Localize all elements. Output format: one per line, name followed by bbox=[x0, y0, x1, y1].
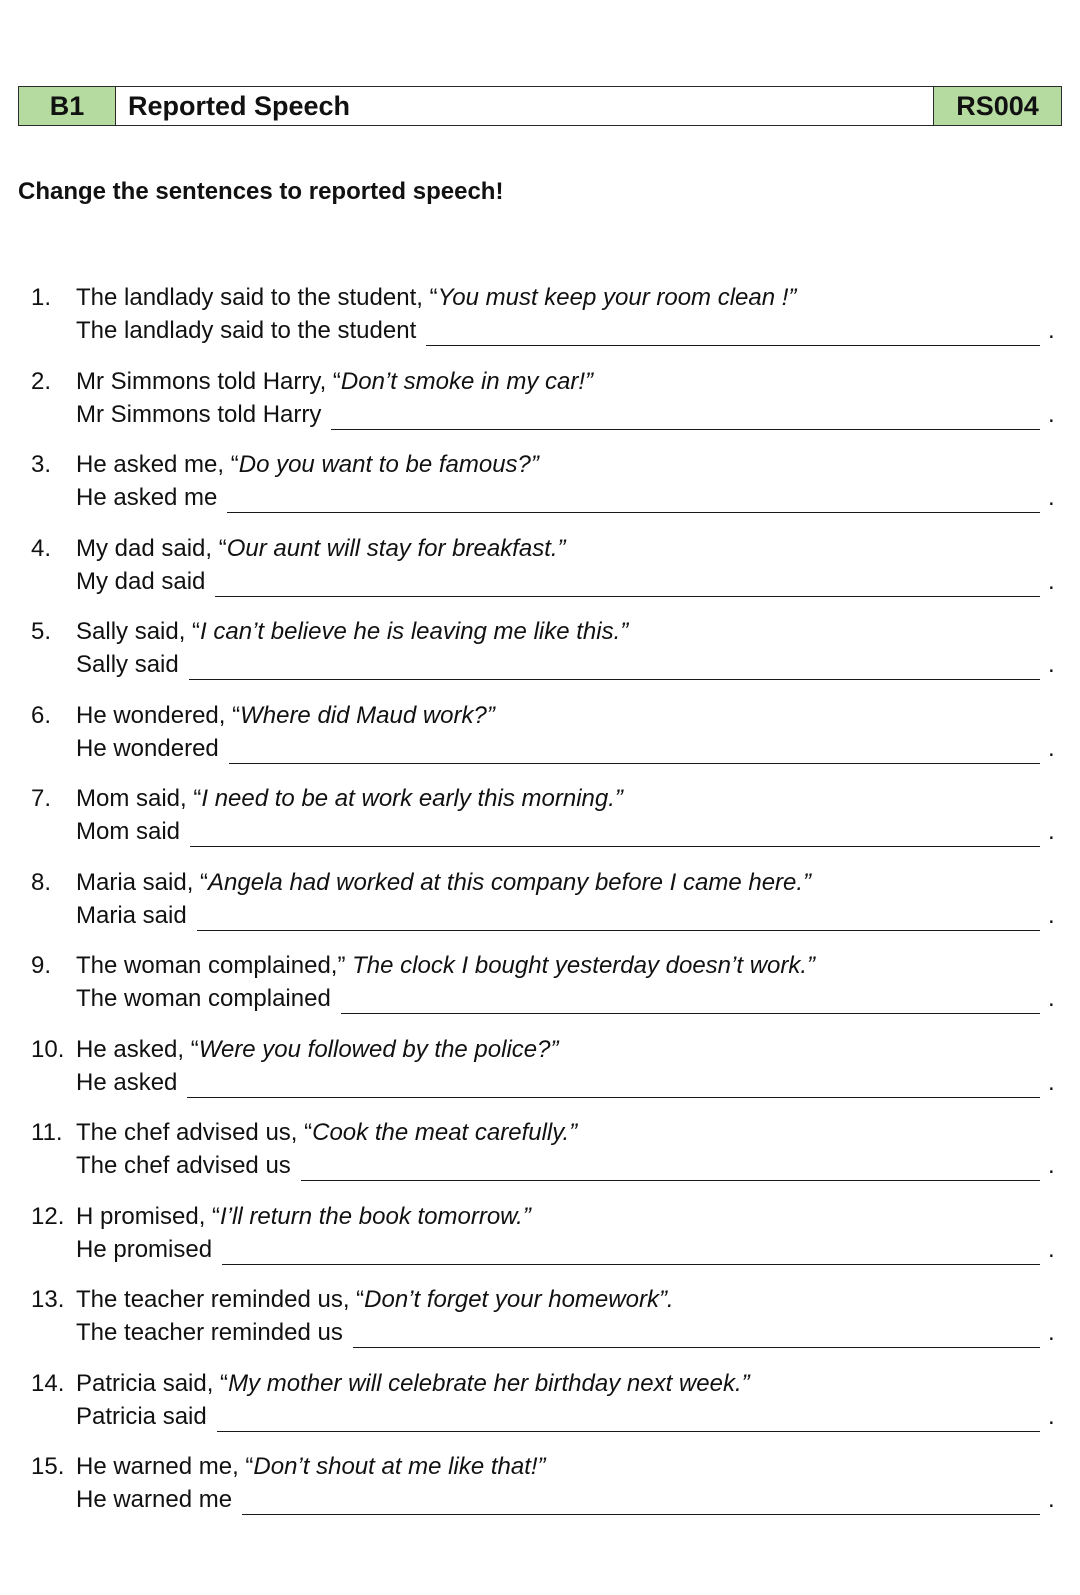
quoted-speech: Where did Maud work?” bbox=[240, 701, 495, 729]
direct-speech-sentence bbox=[76, 701, 495, 731]
quoted-speech: Our aunt will stay for breakfast.” bbox=[226, 534, 566, 562]
reported-stem: He promised bbox=[76, 1235, 213, 1263]
item-number: 3. bbox=[31, 451, 52, 478]
sentence-intro: The chef advised us, “ bbox=[76, 1119, 313, 1146]
reported-stem: The chef advised us bbox=[76, 1152, 291, 1179]
reported-stem: Maria said bbox=[76, 901, 187, 929]
answer-row bbox=[76, 483, 1056, 513]
reported-stem: The woman complained bbox=[76, 985, 331, 1012]
reported-stem: Sally said bbox=[76, 651, 179, 678]
sentence-intro: He warned me, “ bbox=[76, 1453, 254, 1480]
item-number: 12. bbox=[31, 1202, 65, 1230]
exercise-item bbox=[0, 1369, 1080, 1453]
sentence-intro: The landlady said to the student, “ bbox=[76, 284, 438, 311]
answer-blank[interactable] bbox=[341, 989, 1040, 1014]
direct-speech-sentence bbox=[76, 450, 539, 480]
answer-blank[interactable] bbox=[227, 488, 1040, 513]
worksheet-header bbox=[18, 86, 1062, 126]
reported-stem: My dad said bbox=[76, 567, 206, 595]
sentence-intro: He wondered, “ bbox=[76, 701, 241, 729]
instruction-text: Change the sentences to reported speech! bbox=[18, 178, 504, 205]
exercise-item bbox=[0, 1202, 1080, 1286]
direct-speech-sentence bbox=[76, 784, 623, 814]
quoted-speech: Don’t smoke in my car!” bbox=[340, 367, 593, 395]
sentence-period: . bbox=[1048, 1319, 1055, 1346]
sentence-period: . bbox=[1048, 1402, 1055, 1430]
reported-stem: He asked bbox=[76, 1068, 178, 1096]
sentence-period: . bbox=[1048, 901, 1055, 929]
reported-stem: He warned me bbox=[76, 1486, 233, 1513]
item-number: 4. bbox=[31, 534, 52, 562]
answer-row bbox=[76, 1402, 1056, 1432]
quoted-speech: I’ll return the book tomorrow.” bbox=[220, 1202, 531, 1230]
exercise-item bbox=[0, 701, 1080, 785]
item-number: 15. bbox=[31, 1453, 65, 1480]
answer-blank[interactable] bbox=[229, 739, 1040, 764]
exercise-item bbox=[0, 1452, 1080, 1536]
answer-row bbox=[76, 1318, 1056, 1348]
answer-row bbox=[76, 1151, 1056, 1181]
exercise-item bbox=[0, 617, 1080, 701]
direct-speech-sentence bbox=[76, 367, 593, 397]
quoted-speech: Cook the meat carefully.” bbox=[312, 1119, 578, 1146]
quoted-speech: I can’t believe he is leaving me like this.” bbox=[200, 618, 629, 645]
sentence-intro: Maria said, “ bbox=[76, 868, 209, 896]
answer-blank[interactable] bbox=[189, 655, 1040, 680]
answer-blank[interactable] bbox=[331, 405, 1040, 430]
answer-row bbox=[76, 817, 1056, 847]
exercise-item bbox=[0, 1035, 1080, 1119]
sentence-intro: The teacher reminded us, “ bbox=[76, 1286, 365, 1313]
item-number: 7. bbox=[31, 785, 52, 812]
direct-speech-sentence bbox=[76, 1369, 750, 1399]
exercise-item bbox=[0, 534, 1080, 618]
answer-row bbox=[76, 316, 1056, 346]
direct-speech-sentence bbox=[76, 951, 815, 981]
item-number: 2. bbox=[31, 367, 52, 395]
sentence-intro: Mom said, “ bbox=[76, 785, 202, 812]
sentence-intro: Sally said, “ bbox=[76, 618, 201, 645]
item-number: 10. bbox=[31, 1035, 65, 1063]
exercise-item bbox=[0, 784, 1080, 868]
exercise-list bbox=[0, 283, 1080, 1536]
level-badge: B1 bbox=[19, 87, 116, 125]
answer-blank[interactable] bbox=[215, 572, 1040, 597]
item-number: 11. bbox=[31, 1119, 63, 1146]
exercise-item bbox=[0, 1118, 1080, 1202]
sentence-period: . bbox=[1048, 400, 1055, 428]
answer-row bbox=[76, 567, 1056, 597]
exercise-item bbox=[0, 450, 1080, 534]
quoted-speech: You must keep your room clean !” bbox=[437, 284, 797, 311]
reported-stem: The landlady said to the student bbox=[76, 317, 417, 344]
answer-blank[interactable] bbox=[197, 906, 1040, 931]
sentence-intro: Patricia said, “ bbox=[76, 1369, 229, 1397]
sentence-intro: He asked, “ bbox=[76, 1035, 199, 1063]
quoted-speech: Do you want to be famous?” bbox=[238, 451, 539, 478]
direct-speech-sentence bbox=[76, 617, 628, 647]
item-number: 9. bbox=[31, 952, 52, 979]
direct-speech-sentence bbox=[76, 868, 811, 898]
exercise-item bbox=[0, 868, 1080, 952]
direct-speech-sentence bbox=[76, 1035, 558, 1065]
reported-stem: The teacher reminded us bbox=[76, 1319, 343, 1346]
sentence-period: . bbox=[1048, 651, 1055, 678]
quoted-speech: Don’t shout at me like that!” bbox=[253, 1453, 546, 1480]
direct-speech-sentence bbox=[76, 534, 566, 564]
answer-blank[interactable] bbox=[190, 822, 1040, 847]
reported-stem: Mr Simmons told Harry bbox=[76, 400, 322, 428]
item-number: 8. bbox=[31, 868, 52, 896]
sentence-period: . bbox=[1048, 1152, 1055, 1179]
item-number: 1. bbox=[31, 284, 52, 311]
answer-row bbox=[76, 1068, 1056, 1098]
answer-blank[interactable] bbox=[187, 1073, 1040, 1098]
exercise-item bbox=[0, 951, 1080, 1035]
sentence-intro: H promised, “ bbox=[76, 1202, 221, 1230]
answer-row bbox=[76, 734, 1056, 764]
direct-speech-sentence bbox=[76, 1118, 577, 1148]
direct-speech-sentence bbox=[76, 283, 796, 313]
quoted-speech: Angela had worked at this company before I came here.” bbox=[208, 868, 812, 896]
answer-row bbox=[76, 1235, 1056, 1265]
answer-row bbox=[76, 650, 1056, 680]
worksheet-title: Reported Speech bbox=[116, 87, 933, 125]
exercise-item bbox=[0, 367, 1080, 451]
answer-row bbox=[76, 400, 1056, 430]
item-number: 5. bbox=[31, 618, 52, 645]
answer-blank[interactable] bbox=[242, 1490, 1040, 1515]
worksheet-code: RS004 bbox=[933, 87, 1061, 125]
quoted-speech: The clock I bought yesterday doesn’t work.” bbox=[352, 952, 816, 979]
sentence-period: . bbox=[1048, 985, 1055, 1012]
exercise-item bbox=[0, 283, 1080, 367]
item-number: 6. bbox=[31, 701, 52, 729]
reported-stem: He asked me bbox=[76, 484, 218, 511]
sentence-period: . bbox=[1048, 484, 1055, 511]
quoted-speech: Were you followed by the police?” bbox=[198, 1035, 559, 1063]
answer-row bbox=[76, 901, 1056, 931]
answer-blank[interactable] bbox=[353, 1323, 1040, 1348]
item-number: 13. bbox=[31, 1286, 65, 1313]
sentence-period: . bbox=[1048, 317, 1055, 344]
direct-speech-sentence bbox=[76, 1452, 546, 1482]
direct-speech-sentence bbox=[76, 1202, 531, 1232]
sentence-period: . bbox=[1048, 1235, 1055, 1263]
reported-stem: He wondered bbox=[76, 734, 219, 762]
answer-row bbox=[76, 984, 1056, 1014]
quoted-speech: My mother will celebrate her birthday next week.” bbox=[228, 1369, 750, 1397]
answer-blank[interactable] bbox=[217, 1407, 1040, 1432]
sentence-period: . bbox=[1048, 1486, 1055, 1513]
quoted-speech: I need to be at work early this morning.” bbox=[201, 785, 623, 812]
sentence-intro: The woman complained,” bbox=[76, 952, 353, 979]
sentence-intro: My dad said, “ bbox=[76, 534, 227, 562]
answer-row bbox=[76, 1485, 1056, 1515]
reported-stem: Mom said bbox=[76, 818, 181, 845]
item-number: 14. bbox=[31, 1369, 65, 1397]
sentence-intro: He asked me, “ bbox=[76, 451, 239, 478]
answer-blank[interactable] bbox=[222, 1240, 1040, 1265]
quoted-speech: Don’t forget your homework”. bbox=[364, 1286, 674, 1313]
answer-blank[interactable] bbox=[301, 1156, 1040, 1181]
answer-blank[interactable] bbox=[426, 321, 1040, 346]
sentence-period: . bbox=[1048, 734, 1055, 762]
reported-stem: Patricia said bbox=[76, 1402, 207, 1430]
sentence-intro: Mr Simmons told Harry, “ bbox=[76, 367, 341, 395]
sentence-period: . bbox=[1048, 818, 1055, 845]
direct-speech-sentence bbox=[76, 1285, 674, 1315]
sentence-period: . bbox=[1048, 1068, 1055, 1096]
sentence-period: . bbox=[1048, 567, 1055, 595]
exercise-item bbox=[0, 1285, 1080, 1369]
